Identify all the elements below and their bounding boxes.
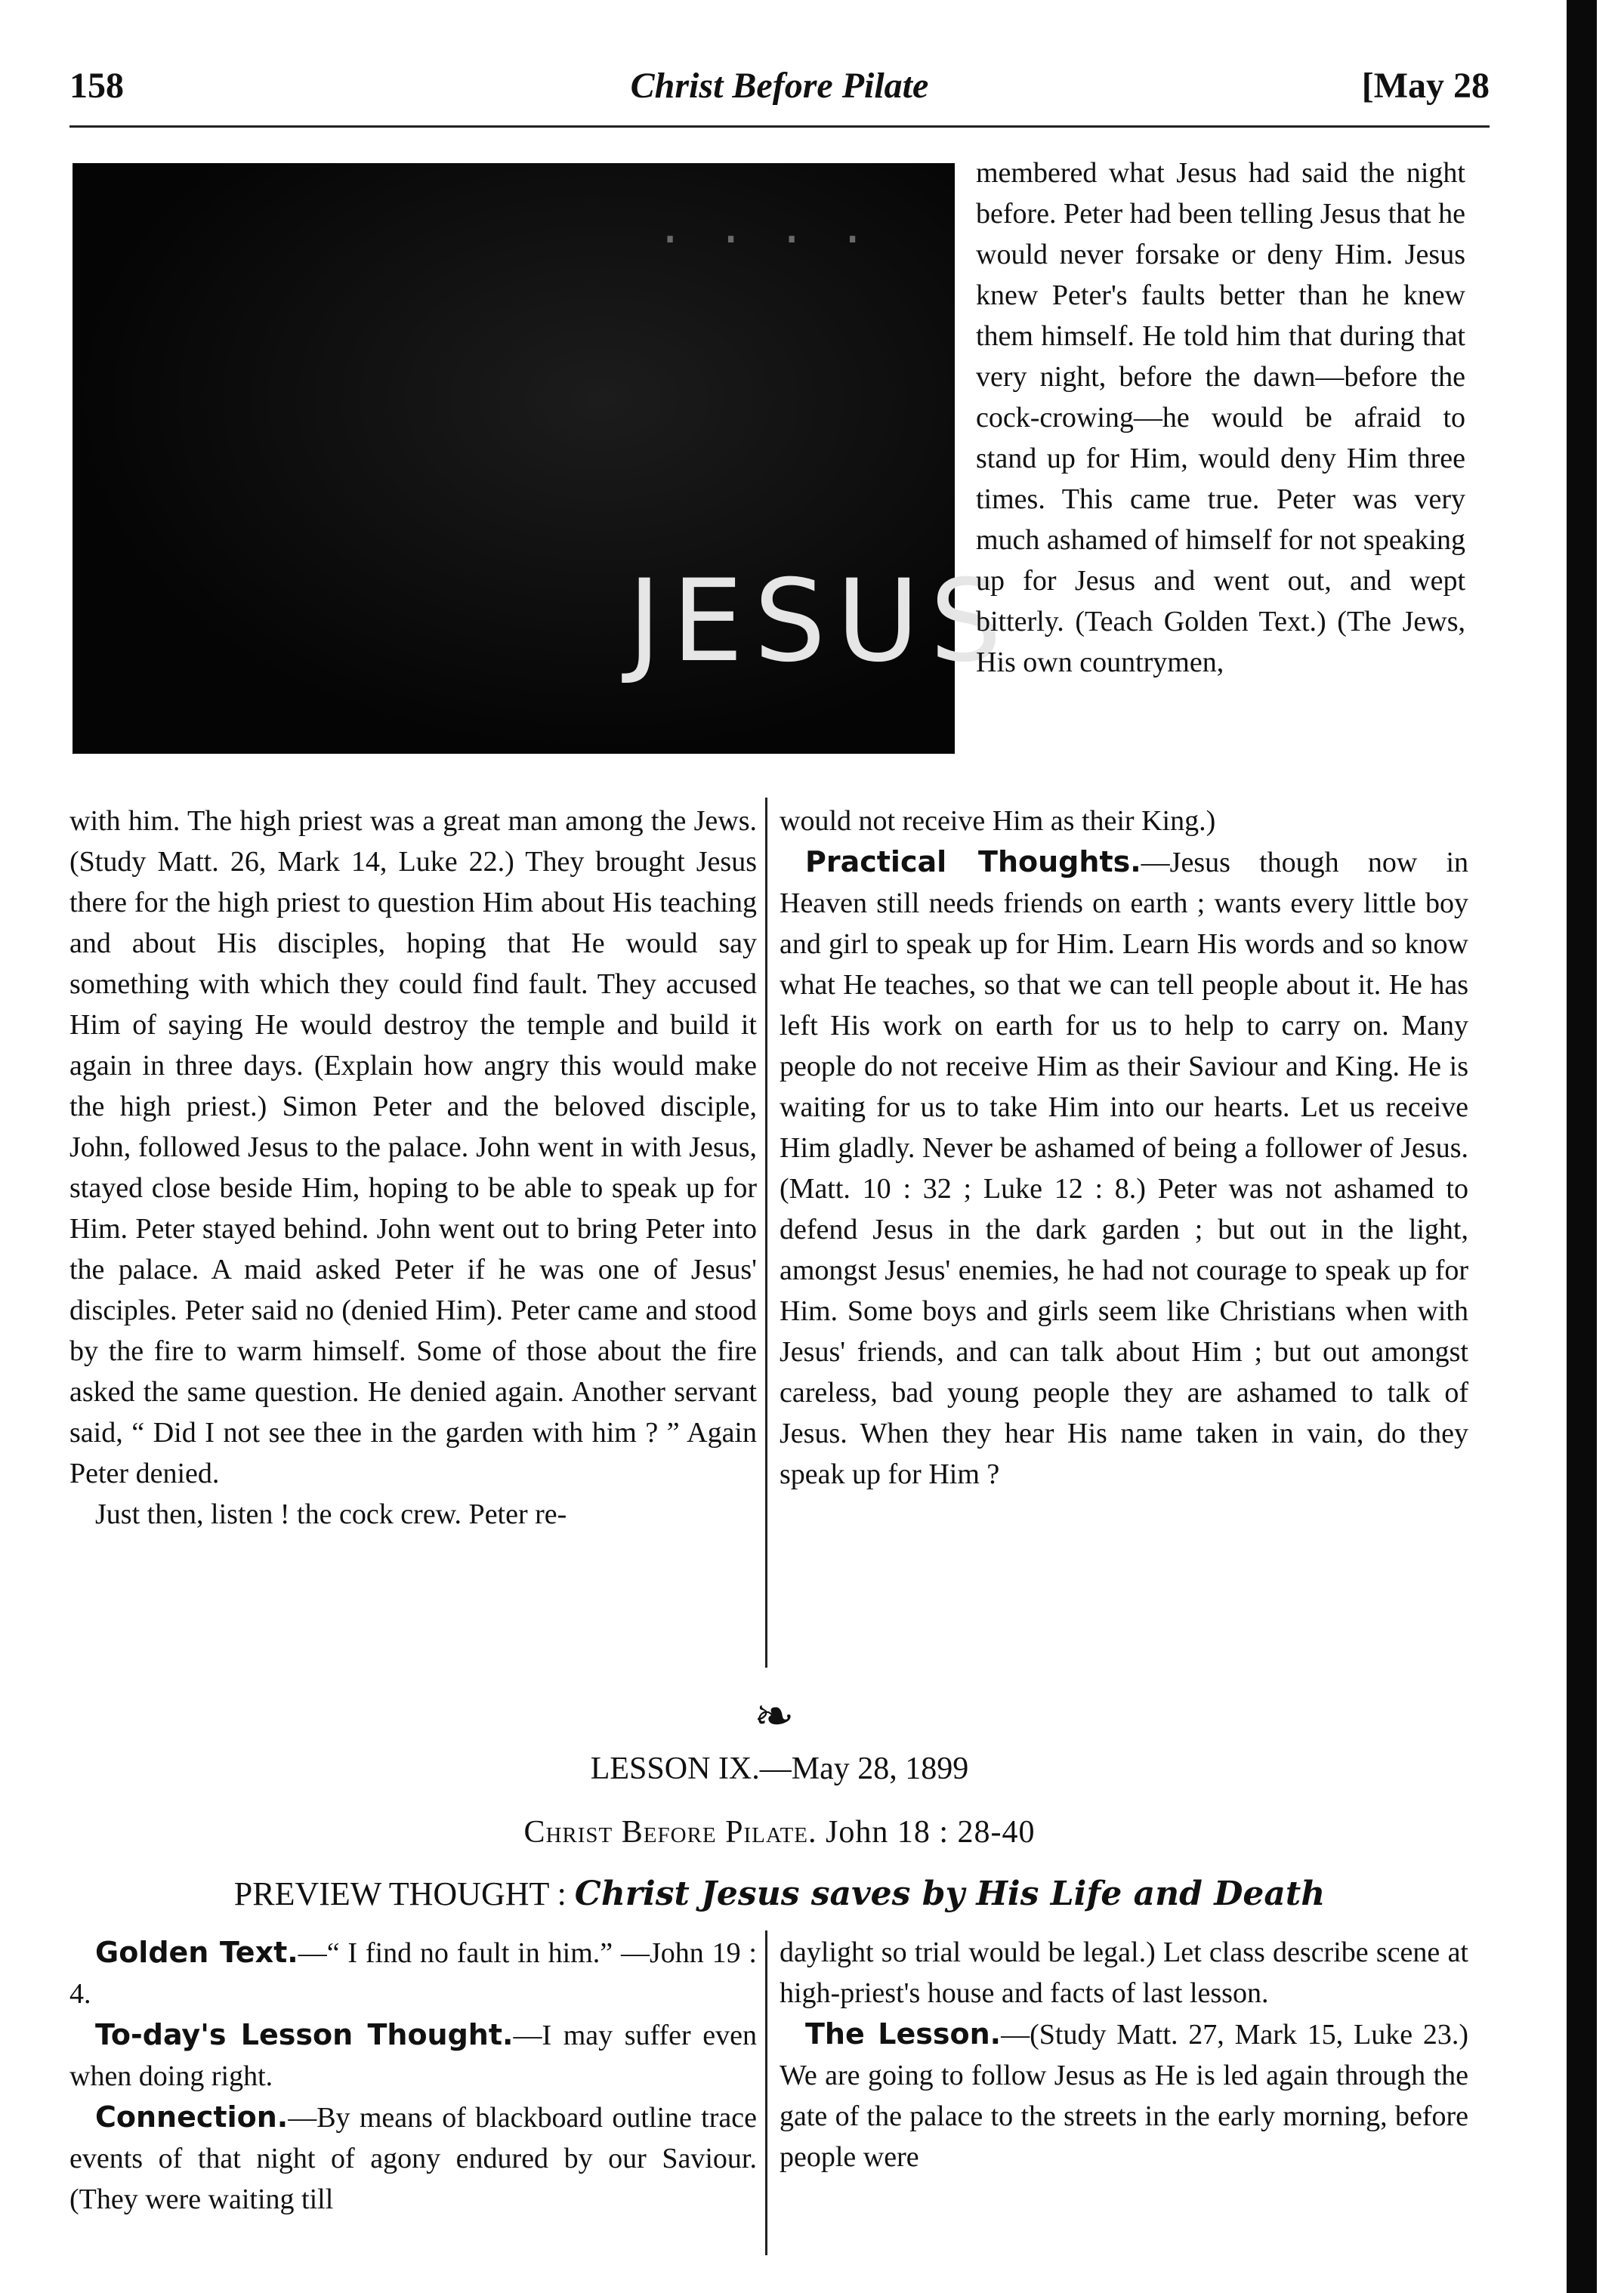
page-header <box>69 65 1490 133</box>
paragraph: daylight so trial would be legal.) Let class describe scene at high-priest's house and facts of last lesson. <box>780 1937 1468 2009</box>
practical-thoughts-heading: Practical Thoughts. <box>805 845 1141 878</box>
lesson-thought-text: —I may suffer even when doing right. <box>69 2020 757 2092</box>
connection-label: Connection. <box>95 2100 289 2134</box>
golden-text-label: Golden Text. <box>95 1936 298 1969</box>
connection-text: —By means of blackboard outline trace events of that night of agony endured by our Saviour. (They were waiting till <box>69 2102 757 2215</box>
column-divider <box>765 1930 767 2255</box>
scan-edge-shadow <box>1567 0 1597 2293</box>
paragraph: would not receive Him as their King.) <box>780 805 1216 837</box>
lesson-thought-paragraph <box>69 2014 757 2097</box>
left-column-middle <box>69 801 757 1535</box>
the-lesson-text: —(Study Matt. 27, Mark 15, Luke 23.) We are going to follow Jesus as He is led again through the gate of the palace to the streets in the early morning, before people were <box>780 2019 1469 2173</box>
illustration <box>73 163 1013 754</box>
golden-text-paragraph <box>69 1932 757 2014</box>
lesson-title: LESSON IX.—May 28, 1899 <box>590 1751 969 1786</box>
right-column-bottom <box>780 1932 1468 2177</box>
right-column-top-text <box>976 153 1465 683</box>
paragraph: with him. The high priest was a great man among the Jews. (Study Matt. 26, Mark 14, Luke 22.) They brought Jesus there for the high priest to question Him about His teaching and about His disciples, hoping that He would say something with which they could find fault. They accused Him of saying He would destroy the temple and build it again in three days. (Explain how angry this would make the high priest.) Simon Peter and the beloved disciple, John, followed Jesus to the palace. John went in with Jesus, stayed close beside Him, hoping to be able to speak up for Him. Peter stayed behind. John went out to bring Peter into the palace. A maid asked Peter if he was one of Jesus' disciples. Peter said no (denied Him). Peter came and stood by the fire to warm himself. Some of those about the fire asked the same question. He denied again. Another servant said, “ Did I not see thee in the garden with him ? ” Again Peter denied. <box>69 805 757 1489</box>
column-divider <box>765 798 767 1668</box>
practical-thoughts-paragraph <box>780 841 1468 1495</box>
right-column-middle <box>780 801 1468 1495</box>
paragraph: membered what Jesus had said the night before. Peter had been telling Jesus that he would never forsake or deny Him. Jesus knew Peter's faults better than he knew them himself. He told him that during that very night, before the dawn—before the cock-crowing—he would be afraid to stand up for Him, would deny Him three times. This came true. Peter was very much ashamed of himself for not speaking up for Jesus and went out, and wept bitterly. (Teach Golden Text.) (The Jews, His own countrymen, <box>976 157 1465 678</box>
preview-text: Christ Jesus saves by His Life and Death <box>574 1875 1326 1913</box>
preview-label: PREVIEW THOUGHT : <box>233 1875 567 1912</box>
the-lesson-paragraph <box>780 2014 1468 2177</box>
lesson-ref-title: Christ Before Pilate. <box>523 1815 817 1850</box>
practical-thoughts-text: —Jesus though now in Heaven still needs friends on earth ; wants every little boy and girl to speak up for Him. Learn His words and so know what He teaches, so that we can tell people about it. He has left His work on earth for us to help to carry on. Many people do not receive Him as their Saviour and King. He is waiting for us to take Him into our hearts. Let us receive Him gladly. Never be ashamed of being a follower of Jesus. (Matt. 10 : 32 ; Luke 12 : 8.) Peter was not ashamed to defend Jesus in the dark garden ; but out in the light, amongst Jesus' enemies, he had not courage to speak up for Him. Some boys and girls seem like Christians when with Jesus' friends, and can talk about Him ; but out amongst careless, bad young people they are ashamed to talk of Jesus. When they hear His name taken in vain, do they speak up for Him ? <box>780 847 1468 1490</box>
ornament-divider: ❧ <box>754 1690 795 1743</box>
header-rule <box>69 125 1490 128</box>
lesson-ref-passage: John 18 : 28-40 <box>826 1815 1036 1850</box>
lesson-reference <box>69 1814 1490 1850</box>
lesson-thought-label: To-day's Lesson Thought. <box>95 2018 514 2051</box>
preview-thought <box>69 1875 1490 1913</box>
the-lesson-label: The Lesson. <box>805 2017 1002 2051</box>
illustration-faint-lettering: · · · · <box>662 208 875 270</box>
golden-text: —“ I find no fault in him.” —John 19 : 4. <box>69 1937 757 2010</box>
illustration-caption-word: JESUS <box>628 556 1013 687</box>
header-date: [May 28 <box>1361 66 1490 106</box>
connection-paragraph <box>69 2097 757 2220</box>
paragraph: Just then, listen ! the cock crew. Peter re- <box>95 1498 567 1530</box>
left-column-bottom <box>69 1932 757 2220</box>
running-title: Christ Before Pilate <box>630 66 929 106</box>
page-number: 158 <box>69 66 124 106</box>
